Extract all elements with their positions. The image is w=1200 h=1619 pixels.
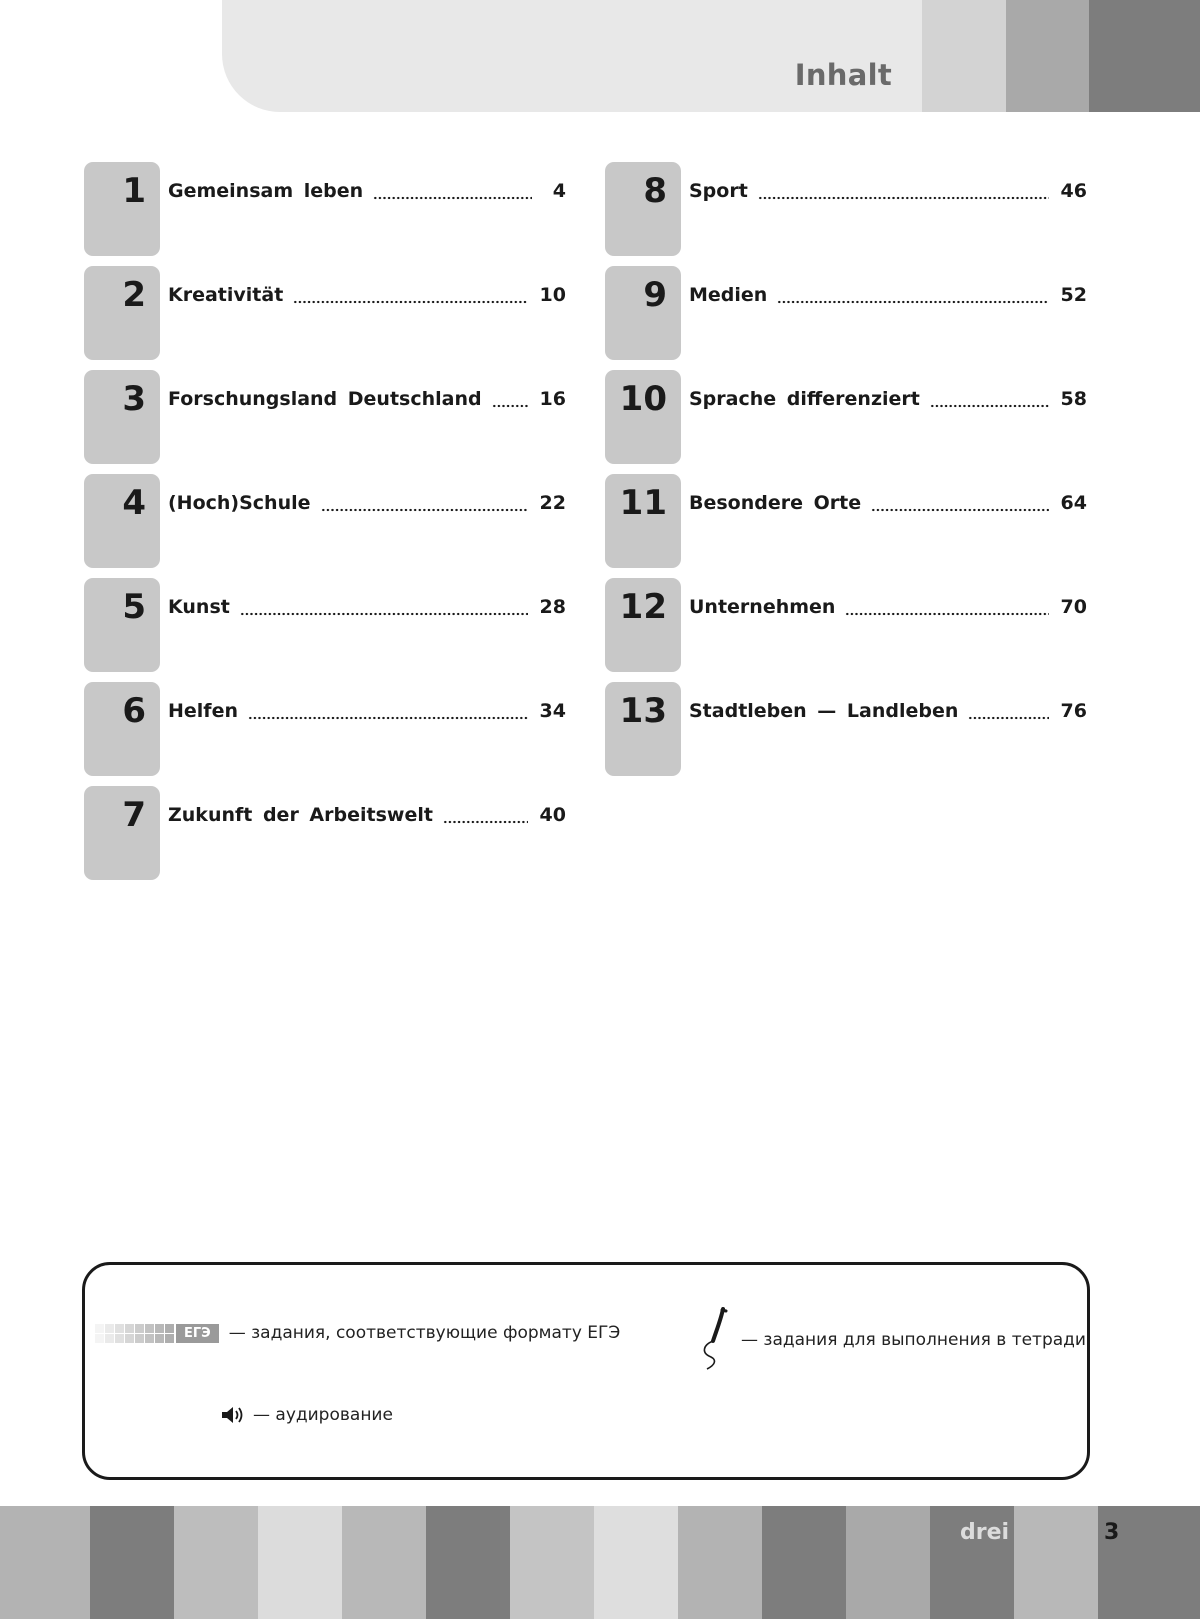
chapter-number: 7 bbox=[122, 795, 146, 835]
dot-leader bbox=[373, 196, 532, 200]
dot-leader bbox=[968, 716, 1048, 720]
dot-leader bbox=[240, 612, 528, 616]
audio-description: — аудирование bbox=[253, 1405, 393, 1425]
toc-entry bbox=[84, 578, 574, 672]
dot-leader bbox=[293, 300, 527, 304]
toc-line bbox=[689, 700, 1087, 726]
toc-line bbox=[689, 388, 1087, 414]
ege-badge bbox=[95, 1324, 219, 1343]
chapter-title: Kreativität bbox=[168, 284, 284, 306]
toc-line bbox=[689, 180, 1087, 206]
ege-squares-icon bbox=[95, 1324, 174, 1343]
footer-color-block bbox=[258, 1506, 342, 1619]
chapter-number-box bbox=[605, 474, 681, 568]
dot-leader bbox=[930, 404, 1049, 408]
header-block-light bbox=[922, 0, 1006, 112]
page-title: Inhalt bbox=[794, 58, 892, 92]
chapter-number-box bbox=[84, 474, 160, 568]
chapter-number: 11 bbox=[619, 483, 667, 523]
legend-audio bbox=[221, 1405, 393, 1425]
dot-leader bbox=[758, 196, 1049, 200]
chapter-title: Unternehmen bbox=[689, 596, 836, 618]
chapter-number-box bbox=[84, 266, 160, 360]
toc-entry bbox=[84, 786, 574, 880]
footer-color-block bbox=[762, 1506, 846, 1619]
footer-color-block bbox=[510, 1506, 594, 1619]
toc-entry bbox=[605, 162, 1095, 256]
toc-line bbox=[168, 804, 566, 830]
header-block-medium bbox=[1006, 0, 1089, 112]
footer-color-block bbox=[174, 1506, 258, 1619]
footer-color-block bbox=[846, 1506, 930, 1619]
toc-entry bbox=[84, 266, 574, 360]
chapter-title: Forschungsland Deutschland bbox=[168, 388, 482, 410]
chapter-page: 34 bbox=[539, 700, 566, 722]
chapter-page: 58 bbox=[1060, 388, 1087, 410]
footer-color-block bbox=[1014, 1506, 1098, 1619]
chapter-number: 8 bbox=[643, 171, 667, 211]
chapter-title: Kunst bbox=[168, 596, 230, 618]
speaker-icon bbox=[221, 1406, 245, 1424]
footer-color-block bbox=[342, 1506, 426, 1619]
ege-description: — задания, соответствующие формату ЕГЭ bbox=[228, 1323, 621, 1343]
toc-entry bbox=[605, 474, 1095, 568]
toc-line bbox=[168, 700, 566, 726]
chapter-number: 6 bbox=[122, 691, 146, 731]
footer-color-block bbox=[426, 1506, 510, 1619]
chapter-number: 3 bbox=[122, 379, 146, 419]
header-block-dark bbox=[1089, 0, 1200, 112]
page-header bbox=[0, 0, 1200, 112]
chapter-page: 40 bbox=[539, 804, 566, 826]
chapter-title: Besondere Orte bbox=[689, 492, 862, 514]
dot-leader bbox=[321, 508, 528, 512]
toc-line bbox=[168, 492, 566, 518]
chapter-number-box bbox=[84, 162, 160, 256]
chapter-number: 4 bbox=[122, 483, 146, 523]
chapter-number-box bbox=[605, 162, 681, 256]
chapter-number-box bbox=[605, 682, 681, 776]
toc-line bbox=[168, 388, 566, 414]
chapter-number: 9 bbox=[643, 275, 667, 315]
toc-entry bbox=[84, 474, 574, 568]
chapter-number: 12 bbox=[619, 587, 667, 627]
toc-line bbox=[689, 492, 1087, 518]
chapter-title: Stadtleben — Landleben bbox=[689, 700, 959, 722]
page-footer bbox=[0, 1506, 1200, 1619]
toc-entry bbox=[605, 370, 1095, 464]
footer-color-block bbox=[0, 1506, 90, 1619]
chapter-number: 1 bbox=[122, 171, 146, 211]
chapter-title: (Hoch)Schule bbox=[168, 492, 311, 514]
toc-entry bbox=[605, 578, 1095, 672]
chapter-page: 70 bbox=[1060, 596, 1087, 618]
chapter-page: 4 bbox=[552, 180, 566, 202]
ege-label: ЕГЭ bbox=[176, 1324, 219, 1343]
chapter-page: 76 bbox=[1060, 700, 1087, 722]
page-number-word: drei bbox=[960, 1520, 1010, 1545]
chapter-title: Sprache differenziert bbox=[689, 388, 920, 410]
chapter-title: Zukunft der Arbeitswelt bbox=[168, 804, 433, 826]
chapter-title: Sport bbox=[689, 180, 748, 202]
legend-notebook bbox=[695, 1307, 1086, 1373]
dot-leader bbox=[845, 612, 1048, 616]
legend-box bbox=[82, 1262, 1090, 1480]
page-number: 3 bbox=[1104, 1520, 1120, 1545]
toc-line bbox=[168, 284, 566, 310]
chapter-title: Medien bbox=[689, 284, 768, 306]
dot-leader bbox=[777, 300, 1048, 304]
dot-leader bbox=[871, 508, 1048, 512]
dot-leader bbox=[492, 404, 528, 408]
legend-ege bbox=[95, 1323, 620, 1343]
toc-entry bbox=[84, 162, 574, 256]
toc-line bbox=[689, 596, 1087, 622]
chapter-number-box bbox=[84, 786, 160, 880]
dot-leader bbox=[443, 820, 528, 824]
chapter-page: 28 bbox=[539, 596, 566, 618]
chapter-number-box bbox=[84, 370, 160, 464]
chapter-number-box bbox=[84, 682, 160, 776]
chapter-number-box bbox=[605, 266, 681, 360]
toc-line bbox=[168, 180, 566, 206]
toc-line bbox=[168, 596, 566, 622]
notebook-description: — задания для выполнения в тетради bbox=[741, 1330, 1086, 1350]
header-panel bbox=[222, 0, 922, 112]
chapter-page: 16 bbox=[539, 388, 566, 410]
pen-nib-icon bbox=[695, 1307, 735, 1373]
toc-entry bbox=[84, 682, 574, 776]
footer-color-block bbox=[594, 1506, 678, 1619]
toc-entry bbox=[605, 682, 1095, 776]
dot-leader bbox=[248, 716, 528, 720]
toc-entry bbox=[84, 370, 574, 464]
chapter-number: 10 bbox=[619, 379, 667, 419]
chapter-title: Gemeinsam leben bbox=[168, 180, 364, 202]
chapter-number-box bbox=[605, 370, 681, 464]
chapter-title: Helfen bbox=[168, 700, 238, 722]
chapter-number-box bbox=[605, 578, 681, 672]
chapter-number-box bbox=[84, 578, 160, 672]
chapter-number: 5 bbox=[122, 587, 146, 627]
chapter-page: 10 bbox=[539, 284, 566, 306]
chapter-page: 46 bbox=[1060, 180, 1087, 202]
chapter-page: 52 bbox=[1060, 284, 1087, 306]
toc-entry bbox=[605, 266, 1095, 360]
chapter-page: 22 bbox=[539, 492, 566, 514]
footer-color-block bbox=[90, 1506, 174, 1619]
chapter-number: 2 bbox=[122, 275, 146, 315]
footer-color-block bbox=[678, 1506, 762, 1619]
chapter-page: 64 bbox=[1060, 492, 1087, 514]
chapter-number: 13 bbox=[619, 691, 667, 731]
toc-line bbox=[689, 284, 1087, 310]
